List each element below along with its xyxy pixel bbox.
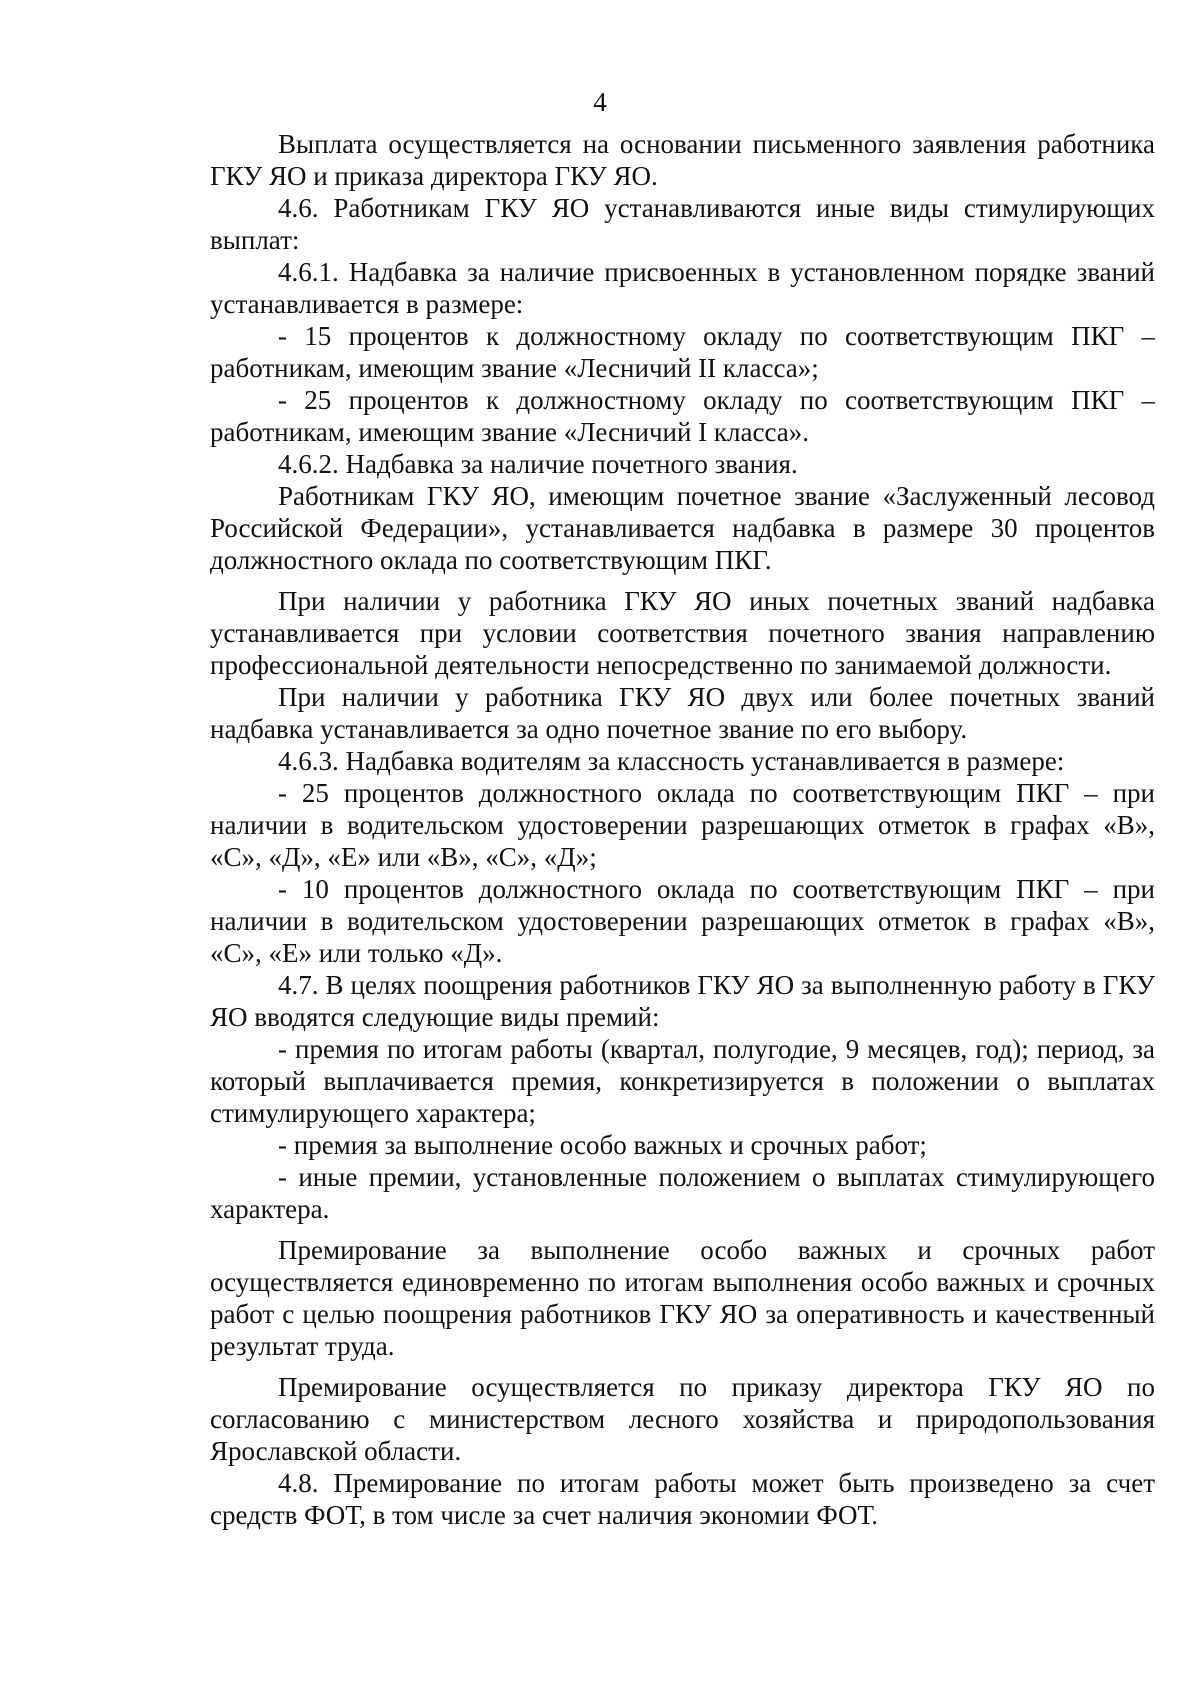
list-item-drivers-10-percent: - 10 процентов должностного оклада по соответствующим ПКГ – при наличии в водительском удостоверении разрешающих отметок в графах «В», «С», «Е» или только «Д». (210, 874, 1155, 968)
list-item-drivers-25-percent: - 25 процентов должностного оклада по соответствующим ПКГ – при наличии в водительском удостоверении разрешающих отметок в графах «В», «С», «Д», «Е» или «В», «С», «Д»; (210, 778, 1155, 872)
page-number: 4 (593, 87, 607, 117)
list-item-15-percent: - 15 процентов к должностному окладу по соответствующим ПКГ – работникам, имеющим звание «Лесничий II класса»; (210, 321, 1155, 383)
paragraph-multiple-titles: При наличии у работника ГКУ ЯО двух или более почетных званий надбавка устанавливается за одно почетное звание по его выбору. (210, 682, 1155, 744)
paragraph-payment-basis: Выплата осуществляется на основании письменного заявления работника ГКУ ЯО и приказа директора ГКУ ЯО. (210, 129, 1155, 191)
list-item-bonus-urgent: - премия за выполнение особо важных и срочных работ; (278, 1130, 927, 1160)
list-item-25-percent: - 25 процентов к должностному окладу по соответствующим ПКГ – работникам, имеющим звание «Лесничий I класса». (210, 385, 1155, 447)
list-item-bonus-period: - премия по итогам работы (квартал, полугодие, 9 месяцев, год); период, за который выплачивается премия, конкретизируется в положении о выплатах стимулирующего характера; (210, 1034, 1155, 1128)
paragraph-4-6-1: 4.6.1. Надбавка за наличие присвоенных в установленном порядке званий устанавливается в размере: (210, 257, 1155, 319)
paragraph-bonus-approval: Премирование осуществляется по приказу директора ГКУ ЯО по согласованию с министерством лесного хозяйства и природопользования Ярославской области. (210, 1372, 1155, 1466)
document-body (210, 128, 1155, 1531)
paragraph-honored-forester: Работникам ГКУ ЯО, имеющим почетное звание «Заслуженный лесовод Российской Федерации», устанавливается надбавка в размере 30 процентов должностного оклада по соответствующим ПКГ. (210, 481, 1155, 575)
paragraph-other-titles: При наличии у работника ГКУ ЯО иных почетных званий надбавка устанавливается при условии соответствия почетного звания направлению профессиональной деятельности непосредственно по занимаемой должности. (210, 586, 1155, 680)
list-item-bonus-other: - иные премии, установленные положением о выплатах стимулирующего характера. (210, 1162, 1155, 1224)
paragraph-4-7: 4.7. В целях поощрения работников ГКУ ЯО за выполненную работу в ГКУ ЯО вводятся следующие виды премий: (210, 970, 1155, 1032)
paragraph-4-6-2: 4.6.2. Надбавка за наличие почетного звания. (278, 449, 798, 479)
paragraph-4-6: 4.6. Работникам ГКУ ЯО устанавливаются иные виды стимулирующих выплат: (210, 193, 1155, 255)
paragraph-4-6-3: 4.6.3. Надбавка водителям за классность устанавливается в размере: (278, 746, 1065, 776)
paragraph-4-8: 4.8. Премирование по итогам работы может быть произведено за счет средств ФОТ, в том числе за счет наличия экономии ФОТ. (210, 1468, 1155, 1530)
paragraph-urgent-work-bonus: Премирование за выполнение особо важных и срочных работ осуществляется единовременно по итогам выполнения особо важных и срочных работ с целью поощрения работников ГКУ ЯО за оперативность и качественный результат труда. (210, 1235, 1155, 1361)
